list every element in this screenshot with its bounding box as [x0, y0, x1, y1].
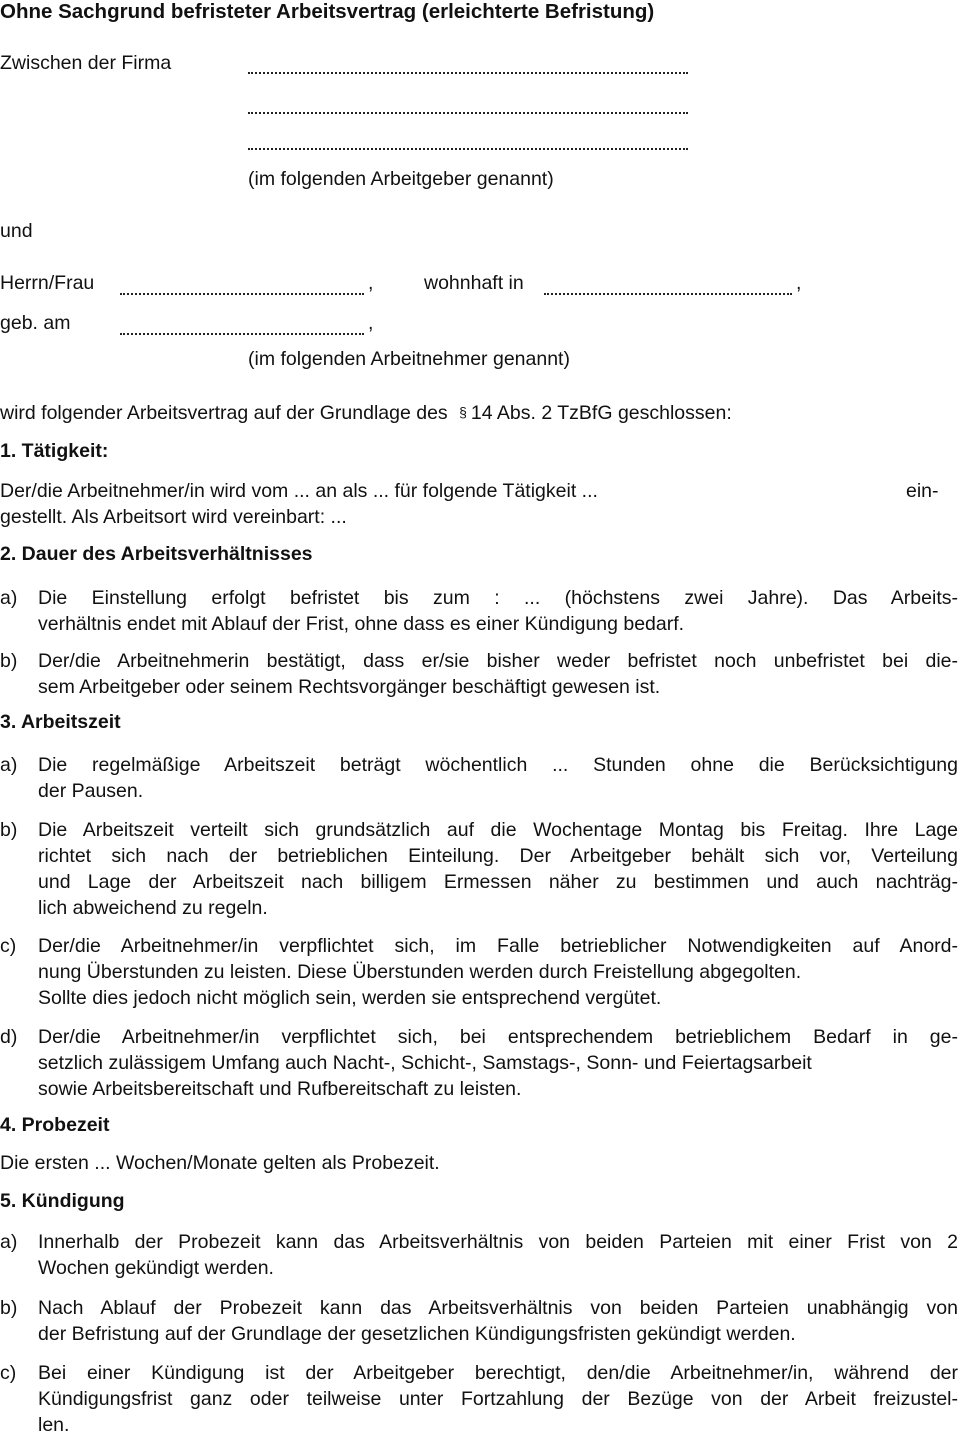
- section-heading: 2. Dauer des Arbeitsverhältnisses: [0, 543, 313, 565]
- item-label: b): [0, 819, 18, 841]
- residence-label: wohnhaft in: [424, 272, 524, 294]
- residence-line[interactable]: [544, 293, 792, 295]
- probation-text: Die ersten ... Wochen/Monate gelten als Probezeit.: [0, 1152, 440, 1174]
- s1-line2: gestellt. Als Arbeitsort wird vereinbart: ...: [0, 506, 347, 528]
- item-line: nung Überstunden zu leisten. Diese Überstunden werden durch Freistellung abgegolten.: [38, 961, 802, 983]
- item-line: und Lage der Arbeitszeit nach billigem Ermessen näher zu bestimmen und auch nachträg-: [38, 871, 958, 893]
- item-label: a): [0, 754, 18, 776]
- item-label: d): [0, 1026, 18, 1048]
- item-line: Wochen gekündigt werden.: [38, 1257, 274, 1279]
- s1-line1-end: ein-: [906, 480, 939, 502]
- employer-city-line[interactable]: [248, 148, 688, 150]
- employee-salutation: Herrn/Frau: [0, 272, 95, 294]
- employer-name-line[interactable]: [248, 72, 688, 74]
- item-line: Bei einer Kündigung ist der Arbeitgeber berechtigt, den/die Arbeitnehmer/in, während der: [38, 1362, 958, 1384]
- intro-before: wird folgender Arbeitsvertrag auf der Grundlage des: [0, 402, 448, 424]
- section-heading: 5. Kündigung: [0, 1190, 125, 1212]
- item-line: Sollte dies jedoch nicht möglich sein, werden sie entsprechend vergütet.: [38, 987, 662, 1009]
- item-label: a): [0, 587, 18, 609]
- section-sign: §: [459, 404, 467, 420]
- employee-name-line[interactable]: [120, 293, 364, 295]
- item-line: Kündigungsfrist ganz oder teilweise unter Fortzahlung der Bezüge von der Arbeit freizustel-: [38, 1388, 958, 1410]
- document-title: Ohne Sachgrund befristeter Arbeitsvertrag (erleichterte Befristung): [0, 0, 655, 23]
- item-label: c): [0, 1362, 17, 1384]
- item-line: verhältnis endet mit Ablauf der Frist, ohne dass es einer Kündigung bedarf.: [38, 613, 685, 635]
- comma: ,: [796, 272, 802, 294]
- item-line: setzlich zulässigem Umfang auch Nacht-, Schicht-, Samstags-, Sonn- und Feiertagsarbeit: [38, 1052, 812, 1074]
- section-heading: 3. Arbeitszeit: [0, 711, 121, 733]
- item-line: richtet sich nach der betrieblichen Einteilung. Der Arbeitgeber behält sich vor, Verteilung: [38, 845, 958, 867]
- item-line: Der/die Arbeitnehmerin bestätigt, dass er/sie bisher weder befristet noch unbefristet bei die-: [38, 650, 958, 672]
- birthdate-line[interactable]: [120, 333, 364, 335]
- item-line: Die Arbeitszeit verteilt sich grundsätzlich auf die Wochentage Montag bis Freitag. Ihre Lage: [38, 819, 958, 841]
- item-line: Der/die Arbeitnehmer/in verpflichtet sich, bei entsprechendem betrieblichem Bedarf in ge-: [38, 1026, 958, 1048]
- intro-line: [0, 404, 732, 424]
- intro-after: 14 Abs. 2 TzBfG geschlossen:: [470, 402, 732, 424]
- item-line: Der/die Arbeitnehmer/in verpflichtet sich, im Falle betrieblicher Notwendigkeiten auf Anord-: [38, 935, 958, 957]
- comma: ,: [368, 312, 374, 334]
- section-heading: 4. Probezeit: [0, 1114, 110, 1136]
- employer-note: (im folgenden Arbeitgeber genannt): [248, 168, 554, 190]
- employer-address-line[interactable]: [248, 112, 688, 114]
- item-line: Innerhalb der Probezeit kann das Arbeitsverhältnis von beiden Parteien mit einer Frist von 2: [38, 1231, 958, 1253]
- item-line: len.: [38, 1414, 70, 1436]
- section-heading: 1. Tätigkeit:: [0, 440, 109, 462]
- item-line: der Befristung auf der Grundlage der gesetzlichen Kündigungsfristen gekündigt werden.: [38, 1323, 796, 1345]
- birthdate-label: geb. am: [0, 312, 71, 334]
- item-line: Die regelmäßige Arbeitszeit beträgt wöchentlich ... Stunden ohne die Berücksichtigung: [38, 754, 958, 776]
- item-line: Die Einstellung erfolgt befristet bis zum : ... (höchstens zwei Jahre). Das Arbeits-: [38, 587, 958, 609]
- item-label: b): [0, 1297, 18, 1319]
- item-line: Nach Ablauf der Probezeit kann das Arbeitsverhältnis von beiden Parteien unabhängig von: [38, 1297, 958, 1319]
- item-label: c): [0, 935, 17, 957]
- item-label: a): [0, 1231, 18, 1253]
- item-line: sowie Arbeitsbereitschaft und Rufbereitschaft zu leisten.: [38, 1078, 522, 1100]
- s1-line1-text: Der/die Arbeitnehmer/in wird vom ... an als ... für folgende Tätigkeit ...: [0, 480, 598, 502]
- item-line: sem Arbeitgeber oder seinem Rechtsvorgänger beschäftigt gewesen ist.: [38, 676, 661, 698]
- item-line: lich abweichend zu regeln.: [38, 897, 268, 919]
- item-label: b): [0, 650, 18, 672]
- employer-intro: Zwischen der Firma: [0, 52, 172, 74]
- item-line: der Pausen.: [38, 780, 144, 802]
- comma: ,: [368, 272, 374, 294]
- employee-note: (im folgenden Arbeitnehmer genannt): [248, 348, 570, 370]
- and-word: und: [0, 220, 33, 242]
